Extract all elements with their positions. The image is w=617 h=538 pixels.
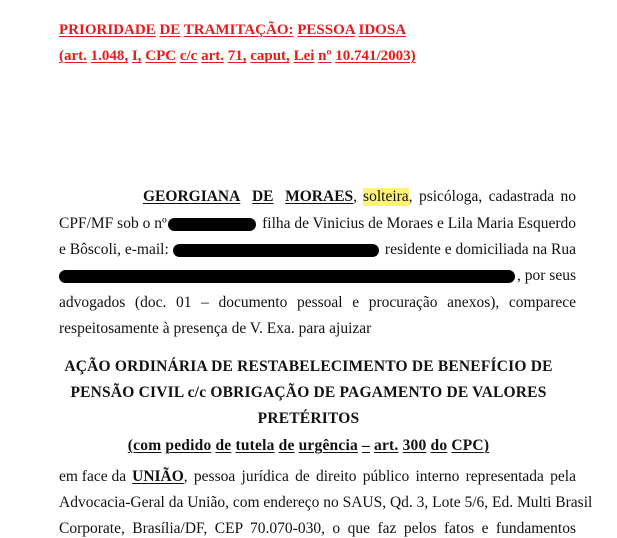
party-line-6: respeitosamente à presença de V. Exa. para ajuizar bbox=[59, 320, 372, 337]
action-title-line-1: AÇÃO ORDINÁRIA DE RESTABELECIMENTO DE BENEFÍCIO DE bbox=[64, 358, 553, 375]
redacted-address bbox=[59, 270, 515, 283]
header-word: 10.741/2003) bbox=[335, 48, 416, 64]
title-word: 300 bbox=[402, 437, 427, 454]
action-title-line-3: PRETÉRITOS bbox=[257, 410, 360, 427]
defendant-lead: em face da bbox=[59, 468, 127, 485]
header-word: art. bbox=[201, 48, 224, 64]
party-line-3 bbox=[59, 241, 576, 259]
header-word: TRAMITAÇÃO: bbox=[183, 22, 294, 38]
defendant-line-3: Corporate, Brasília/DF, CEP 70.070-030, o que faz pelos fatos e fundamentos bbox=[59, 520, 576, 537]
comma: , bbox=[353, 188, 358, 205]
defendant-line-2: Advocacia-Geral da União, com endereço no SAUS, Qd. 3, Lote 5/6, Ed. Multi Brasil bbox=[59, 494, 593, 511]
marital-status-highlight: solteira bbox=[363, 188, 409, 205]
defendant-line-1 bbox=[59, 468, 576, 486]
action-title-line-2: PENSÃO CIVIL c/c OBRIGAÇÃO DE PAGAMENTO DE VALORES bbox=[70, 384, 547, 401]
party-line-5: advogados (doc. 01 – documento pessoal e procuração anexos), comparece bbox=[59, 294, 576, 311]
title-word: urgência bbox=[298, 437, 358, 454]
header-word: I, bbox=[131, 48, 142, 64]
party-name bbox=[143, 188, 353, 206]
email-label: e Bôscoli, e-mail: bbox=[59, 241, 169, 258]
title-word: art. bbox=[374, 437, 399, 454]
lawyers-lead: , por seus bbox=[517, 267, 576, 284]
address-label: residente e domiciliada na Rua bbox=[384, 241, 576, 258]
title-word: do bbox=[430, 437, 448, 454]
cpf-label: CPF/MF sob o nº bbox=[59, 215, 167, 232]
party-line-1 bbox=[143, 188, 576, 206]
filiation-text: filha de Vinicius de Moraes e Lila Maria Esquerdo bbox=[262, 215, 576, 232]
title-word: CPC) bbox=[451, 437, 490, 454]
title-word: tutela bbox=[235, 437, 275, 454]
header-word: IDOSA bbox=[358, 22, 407, 38]
header-word: PRIORIDADE bbox=[59, 22, 156, 38]
defendant-description: , pessoa jurídica de direito público interno representada pela bbox=[183, 468, 576, 485]
header-word: caput, bbox=[250, 48, 290, 64]
party-line1-rest: , psicóloga, cadastrada no bbox=[408, 188, 576, 205]
header-word: Lei bbox=[293, 48, 315, 64]
party-line-4 bbox=[59, 267, 576, 285]
legal-basis-header bbox=[59, 48, 416, 65]
party-line-2 bbox=[59, 215, 576, 233]
name-word: MORAES bbox=[285, 188, 354, 205]
header-word: (art. bbox=[59, 48, 87, 64]
name-word: GEORGIANA bbox=[143, 188, 241, 205]
redacted-cpf bbox=[168, 218, 256, 231]
title-word: pedido bbox=[165, 437, 212, 454]
title-word: de bbox=[278, 437, 295, 454]
header-word: PESSOA bbox=[297, 22, 355, 38]
header-word: nº bbox=[318, 48, 332, 64]
header-word: DE bbox=[159, 22, 181, 38]
redacted-email bbox=[173, 244, 379, 257]
name-word: DE bbox=[251, 188, 274, 205]
header-word: c/c bbox=[179, 48, 198, 64]
defendant-entity: UNIÃO bbox=[132, 468, 184, 485]
header-word: 71, bbox=[227, 48, 247, 64]
title-word: de bbox=[215, 437, 232, 454]
title-word: (com bbox=[127, 437, 162, 454]
header-word: 1.048, bbox=[90, 48, 129, 64]
priority-header bbox=[59, 22, 406, 39]
title-word: – bbox=[361, 437, 370, 454]
header-word: CPC bbox=[145, 48, 177, 64]
urgency-request bbox=[0, 437, 617, 455]
